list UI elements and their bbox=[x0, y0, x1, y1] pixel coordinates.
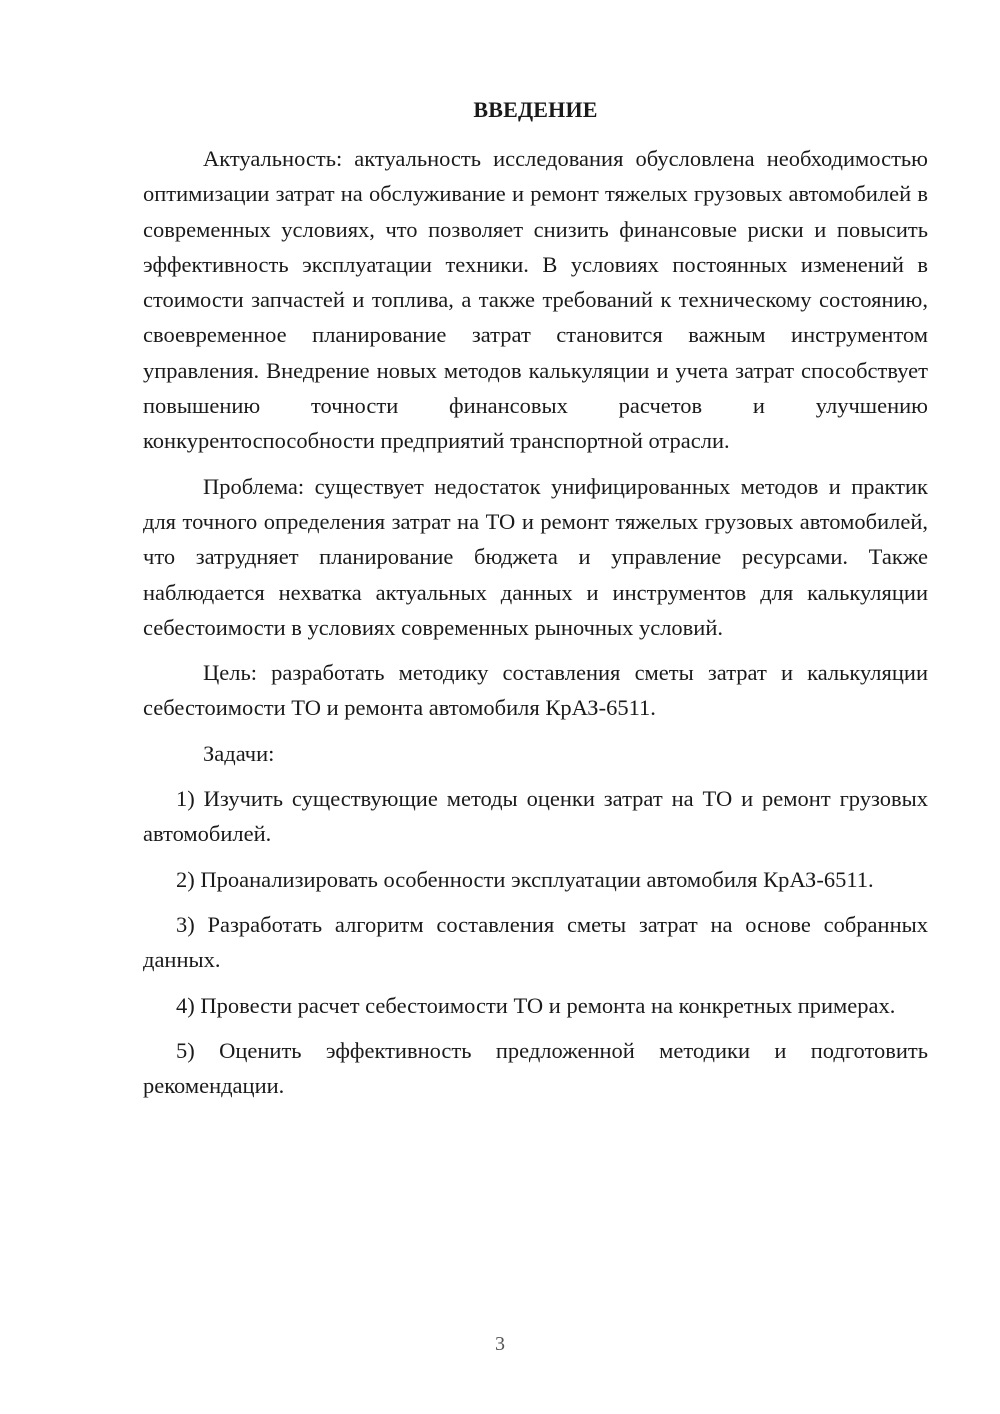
paragraph-goal: Цель: разработать методику составления сметы затрат и калькуляции себестоимости ТО и ремонта автомобиля КрАЗ-6511. bbox=[143, 660, 928, 721]
task-item-2: 2) Проанализировать особенности эксплуатации автомобиля КрАЗ-6511. bbox=[176, 866, 874, 892]
task-item-4: 4) Провести расчет себестоимости ТО и ремонта на конкретных примерах. bbox=[176, 992, 896, 1018]
tasks-label: Задачи: bbox=[203, 740, 275, 766]
paragraph-problem: Проблема: существует недостаток унифицированных методов и практик для точного определения затрат на ТО и ремонт тяжелых грузовых автомобилей, что затрудняет планирование бюджета и управление ресурсами. Также наблюдается нехватка актуальных данных и инструментов для калькуляции себестоимости в условиях современных рыночных условий. bbox=[143, 473, 928, 640]
task-item-5: 5) Оценить эффективность предложенной методики и подготовить рекомендации. bbox=[143, 1037, 928, 1099]
task-item-1: 1) Изучить существующие методы оценки затрат на ТО и ремонт грузовых автомобилей. bbox=[143, 786, 928, 847]
task-item-3: 3) Разработать алгоритм составления сметы затрат на основе собранных данных. bbox=[143, 911, 928, 973]
section-heading: ВВЕДЕНИЕ bbox=[473, 97, 598, 122]
paragraph-actuality: Актуальность: актуальность исследования обусловлена необходимостью оптимизации затрат на обслуживание и ремонт тяжелых грузовых автомобилей в современных условиях, что позволяет снизить финансовые риски и повысить эффективность эксплуатации техники. В условиях постоянных изменений в стоимости запчастей и топлива, а также требований к техническому состоянию, своевременное планирование затрат становится важным инструментом управления. Внедрение новых методов калькуляции и учета затрат способствует повышению точности финансовых расчетов и улучшению конкурентоспособности предприятий транспортной отрасли. bbox=[143, 146, 928, 454]
page-content bbox=[143, 92, 928, 1113]
page-number: 3 bbox=[495, 1333, 505, 1355]
tasks-list bbox=[143, 781, 928, 1103]
